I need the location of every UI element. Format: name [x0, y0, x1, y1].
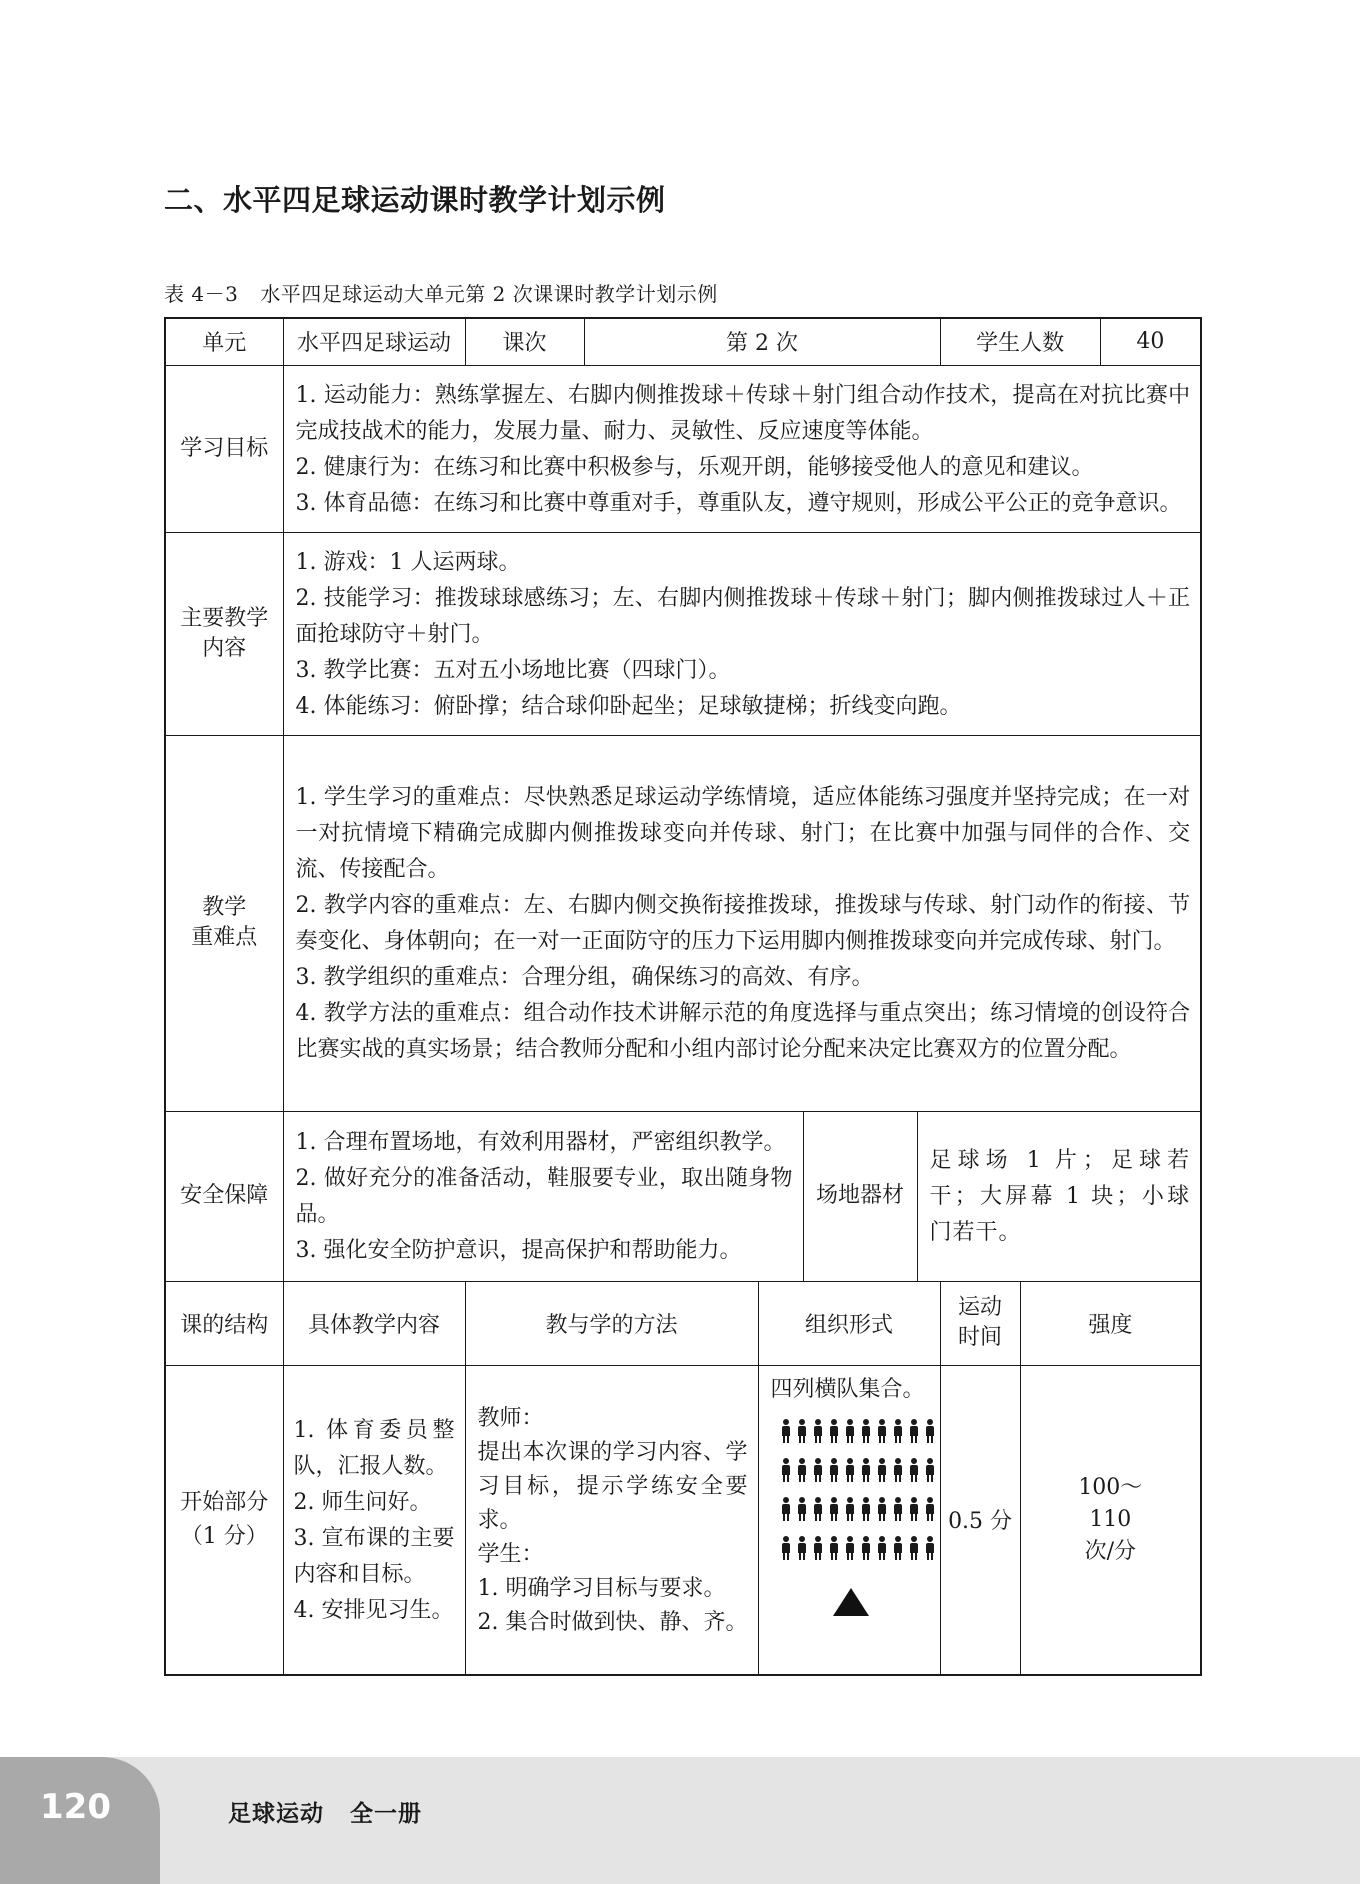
- section-title: 二、水平四足球运动课时教学计划示例: [164, 183, 666, 217]
- key-point-item: 3. 教学组织的重难点：合理分组，确保练习的高效、有序。: [295, 965, 874, 990]
- main-content-label-line: 主要教学: [180, 605, 269, 631]
- student-person-icon: [877, 1458, 884, 1482]
- opening-part-duration: （1 分）: [180, 1523, 268, 1549]
- intensity-line: 次/分: [1084, 1538, 1137, 1564]
- main-content-item: 1. 游戏：1 人运两球。: [295, 549, 521, 575]
- student-person-icon: [845, 1536, 852, 1560]
- safety-label: 安全保障: [165, 1111, 283, 1281]
- opening-content-item: 4. 安排见习生。: [293, 1597, 454, 1623]
- lesson-plan-table: [164, 317, 1202, 1676]
- opening-content-item: 2. 师生问好。: [293, 1489, 432, 1515]
- main-content-item: 3. 教学比赛：五对五小场地比赛（四球门）。: [295, 657, 731, 683]
- student-person-icon: [813, 1497, 820, 1521]
- time-header-line: 时间: [958, 1325, 1003, 1350]
- student-person-icon: [861, 1497, 868, 1521]
- safety-content: [283, 1111, 803, 1281]
- time-header-line: 运动: [958, 1295, 1003, 1320]
- student-person-icon: [781, 1419, 788, 1443]
- time-column-header: [940, 1281, 1020, 1365]
- structure-header-row: [165, 1281, 1201, 1365]
- formation-row: [771, 1529, 932, 1568]
- header-row: [165, 318, 1201, 365]
- formation-title: 四列横队集合。: [770, 1376, 925, 1402]
- student-person-icon: [877, 1419, 884, 1443]
- opening-intensity: [1020, 1365, 1201, 1675]
- main-content-content: [283, 532, 1201, 735]
- teacher-text: 提出本次课的学习内容、学习目标，提示学练安全要求。: [477, 1439, 748, 1533]
- student-person-icon: [829, 1458, 836, 1482]
- book-title-volume: 全一册: [350, 1801, 422, 1827]
- intensity-line: 100～: [1078, 1474, 1143, 1500]
- content-column-header: 具体教学内容: [283, 1281, 465, 1365]
- student-person-icon: [845, 1458, 852, 1482]
- student-person-icon: [797, 1419, 804, 1443]
- student-person-icon: [845, 1419, 852, 1443]
- student-person-icon: [925, 1458, 932, 1482]
- student-person-icon: [781, 1536, 788, 1560]
- unit-label: 单元: [165, 318, 283, 365]
- student-person-icon: [893, 1536, 900, 1560]
- student-person-icon: [845, 1497, 852, 1521]
- formation-grid: [771, 1412, 932, 1568]
- student-person-icon: [829, 1419, 836, 1443]
- student-person-icon: [797, 1497, 804, 1521]
- student-person-icon: [813, 1536, 820, 1560]
- learning-goal-item: 2. 健康行为：在练习和比赛中积极参与，乐观开朗，能够接受他人的意见和建议。: [295, 454, 1094, 480]
- learning-goals-content: [283, 365, 1201, 532]
- table-caption: [164, 278, 718, 307]
- student-person-icon: [781, 1497, 788, 1521]
- student-person-icon: [861, 1536, 868, 1560]
- student-item: 2. 集合时做到快、静、齐。: [477, 1609, 748, 1635]
- opening-method: [465, 1365, 758, 1675]
- student-person-icon: [925, 1419, 932, 1443]
- key-point-item: 1. 学生学习的重难点：尽快熟悉足球运动学练情境，适应体能练习强度并坚持完成；在一对一对抗情境下精确完成脚内侧推拨球变向并传球、射门；在比赛中加强与同伴的合作、交流、传接配合。: [295, 785, 1191, 882]
- student-person-icon: [797, 1458, 804, 1482]
- opening-time: 0.5 分: [940, 1365, 1020, 1675]
- unit-value: 水平四足球运动: [283, 318, 465, 365]
- student-person-icon: [861, 1419, 868, 1443]
- opening-part-name: 开始部分: [180, 1489, 269, 1515]
- key-points-label-line: 重难点: [191, 925, 258, 950]
- book-title: [228, 1795, 422, 1828]
- page-number-tab: [0, 1757, 160, 1884]
- teacher-triangle-icon: [833, 1588, 869, 1616]
- book-title-name: 足球运动: [228, 1801, 324, 1827]
- student-person-icon: [893, 1458, 900, 1482]
- safety-item: 2. 做好充分的准备活动，鞋服要专业，取出随身物品。: [295, 1166, 793, 1227]
- venue-value: 足球场 1 片；足球若干；大屏幕 1 块；小球门若干。: [917, 1111, 1201, 1281]
- teacher-label: 教师：: [477, 1405, 544, 1431]
- student-person-icon: [909, 1536, 916, 1560]
- students-label: 学生人数: [940, 318, 1100, 365]
- table-number: 表 4－3: [164, 282, 239, 306]
- formation-diagram: [758, 1365, 940, 1675]
- student-person-icon: [877, 1497, 884, 1521]
- main-content-label-line: 内容: [202, 635, 247, 661]
- safety-item: 1. 合理布置场地，有效利用器材，严密组织教学。: [295, 1130, 786, 1155]
- student-item: 1. 明确学习目标与要求。: [477, 1575, 726, 1601]
- main-content-item: 2. 技能学习：推拨球球感练习；左、右脚内侧推拨球＋传球＋射门；脚内侧推拨球过人＋正面抢球防守＋射门。: [295, 585, 1191, 647]
- organization-column-header: 组织形式: [758, 1281, 940, 1365]
- learning-goal-item: 1. 运动能力：熟练掌握左、右脚内侧推拨球＋传球＋射门组合动作技术，提高在对抗比赛中完成技战术的能力，发展力量、耐力、灵敏性、反应速度等体能。: [295, 382, 1191, 444]
- key-point-item: 2. 教学内容的重难点：左、右脚内侧交换衔接推拨球，推拨球与传球、射门动作的衔接、节奏变化、身体朝向；在一对一正面防守的压力下运用脚内侧推拨球变向并完成传球、射门。: [295, 893, 1191, 954]
- student-person-icon: [829, 1536, 836, 1560]
- student-person-icon: [861, 1458, 868, 1482]
- student-person-icon: [925, 1536, 932, 1560]
- opening-content: [283, 1365, 465, 1675]
- lesson-value: 第 2 次: [584, 318, 940, 365]
- key-points-row: [165, 735, 1201, 1111]
- student-person-icon: [877, 1536, 884, 1560]
- page-footer: [0, 1757, 1360, 1884]
- safety-row: [165, 1111, 1201, 1281]
- structure-column-header: 课的结构: [165, 1281, 283, 1365]
- table-caption-text: 水平四足球运动大单元第 2 次课课时教学计划示例: [260, 282, 718, 306]
- page-number: 120: [40, 1787, 111, 1827]
- formation-row: [771, 1490, 932, 1529]
- key-points-label: [165, 735, 283, 1111]
- student-person-icon: [893, 1419, 900, 1443]
- opening-content-item: 1. 体育委员整队，汇报人数。: [293, 1417, 455, 1479]
- student-person-icon: [797, 1536, 804, 1560]
- opening-content-item: 3. 宣布课的主要内容和目标。: [293, 1525, 455, 1587]
- student-person-icon: [781, 1458, 788, 1482]
- formation-row: [771, 1412, 932, 1451]
- main-content-label: [165, 532, 283, 735]
- learning-goal-item: 3. 体育品德：在练习和比赛中尊重对手，尊重队友，遵守规则，形成公平公正的竞争意识。: [295, 490, 1182, 516]
- student-person-icon: [909, 1497, 916, 1521]
- opening-part-label: [165, 1365, 283, 1675]
- student-person-icon: [909, 1419, 916, 1443]
- student-label: 学生：: [477, 1541, 544, 1567]
- student-person-icon: [893, 1497, 900, 1521]
- intensity-line: 110: [1089, 1506, 1132, 1532]
- learning-goals-label: 学习目标: [165, 365, 283, 532]
- venue-label: 场地器材: [803, 1111, 917, 1281]
- student-person-icon: [829, 1497, 836, 1521]
- students-value: 40: [1100, 318, 1201, 365]
- key-points-label-line: 教学: [202, 895, 247, 920]
- key-point-item: 4. 教学方法的重难点：组合动作技术讲解示范的角度选择与重点突出；练习情境的创设符合比赛实战的真实场景；结合教师分配和小组内部讨论分配来决定比赛双方的位置分配。: [295, 1001, 1191, 1062]
- safety-item: 3. 强化安全防护意识，提高保护和帮助能力。: [295, 1238, 742, 1263]
- intensity-column-header: 强度: [1020, 1281, 1201, 1365]
- learning-goals-row: [165, 365, 1201, 532]
- lesson-label: 课次: [465, 318, 584, 365]
- student-person-icon: [813, 1458, 820, 1482]
- main-content-item: 4. 体能练习：俯卧撑；结合球仰卧起坐；足球敏捷梯；折线变向跑。: [295, 693, 962, 719]
- student-person-icon: [813, 1419, 820, 1443]
- student-person-icon: [909, 1458, 916, 1482]
- method-column-header: 教与学的方法: [465, 1281, 758, 1365]
- key-points-content: [283, 735, 1201, 1111]
- opening-part-row: [165, 1365, 1201, 1675]
- student-person-icon: [925, 1497, 932, 1521]
- main-content-row: [165, 532, 1201, 735]
- formation-row: [771, 1451, 932, 1490]
